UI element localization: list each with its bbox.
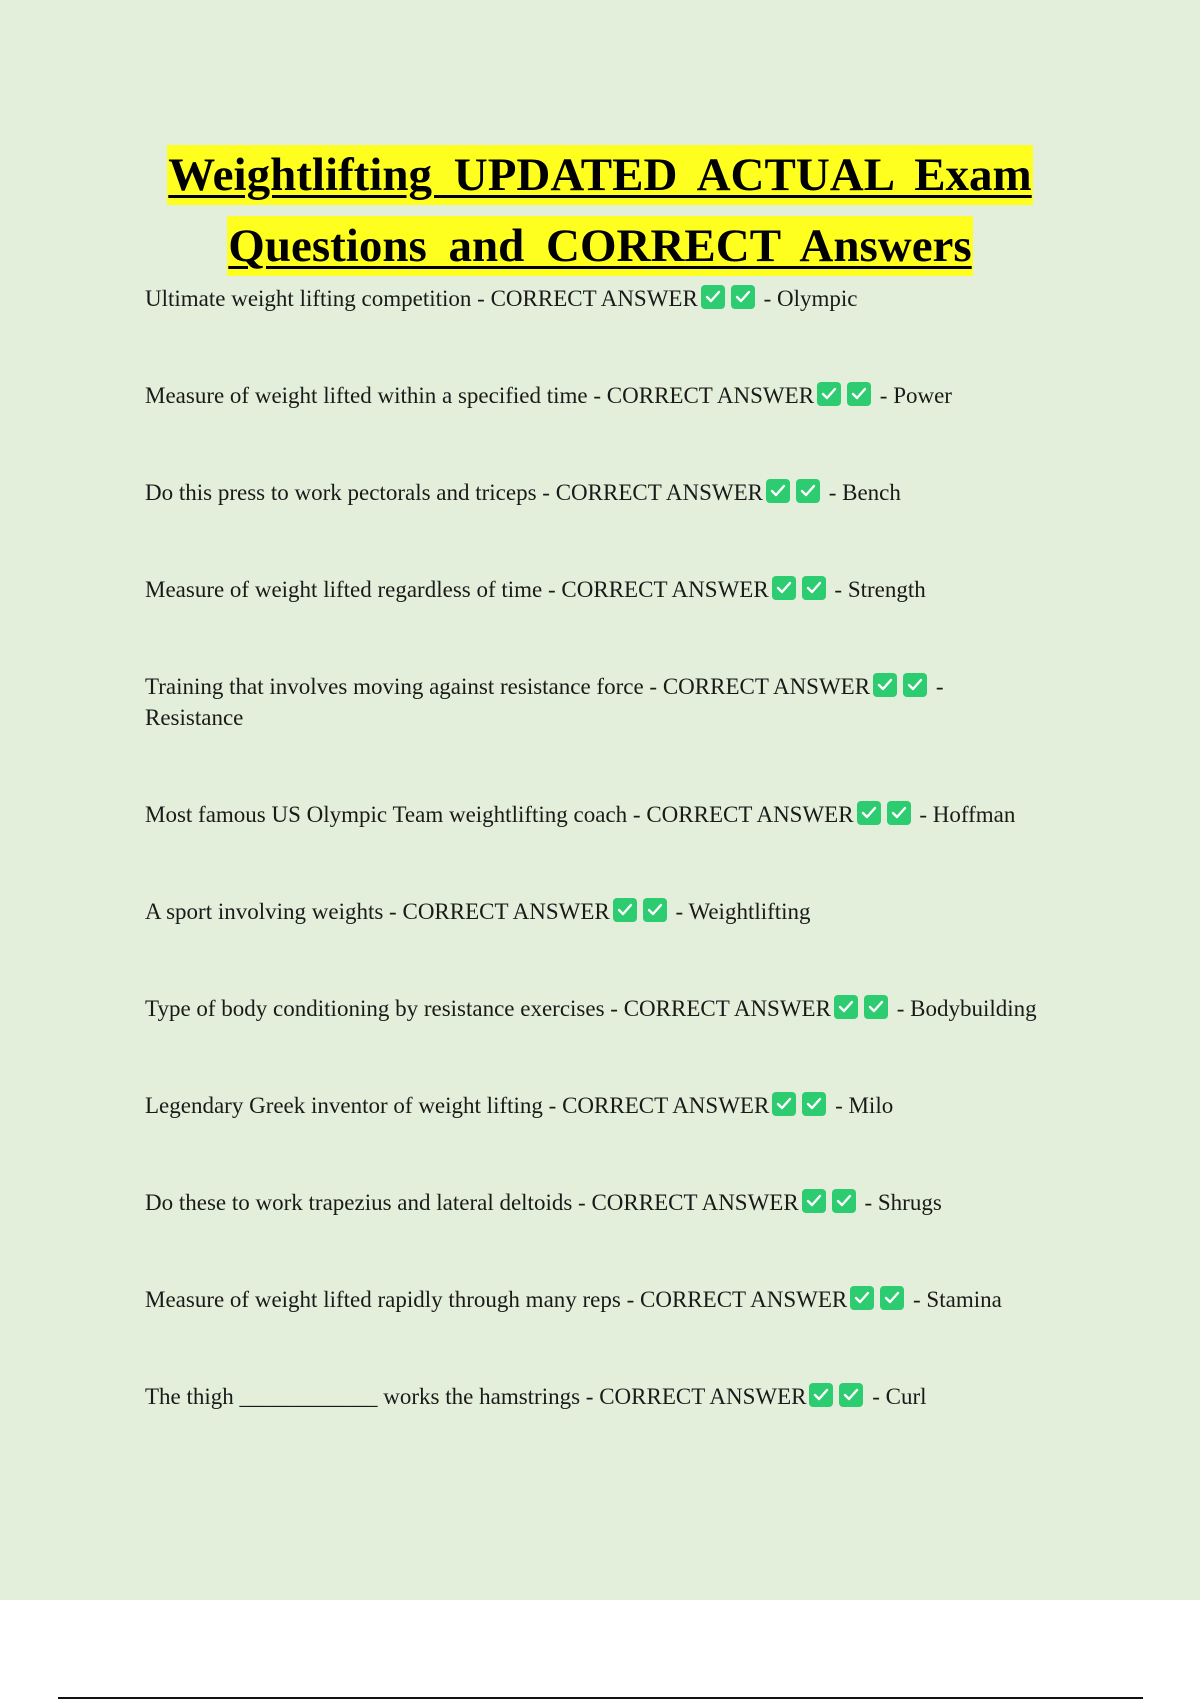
answer-marker: CORRECT ANSWER	[561, 577, 769, 602]
check-box-icon	[796, 479, 820, 503]
answer-text: - Olympic	[757, 286, 858, 311]
qa-item	[145, 671, 1005, 733]
question-text: The thigh ____________ works the hamstrings -	[145, 1384, 600, 1409]
answer-text: - Bodybuilding	[890, 996, 1037, 1021]
answer-marker: CORRECT ANSWER	[591, 1190, 799, 1215]
check-box-icon	[731, 285, 755, 309]
check-box-icon	[802, 576, 826, 600]
document-title	[0, 145, 1200, 287]
question-text: Legendary Greek inventor of weight lifting -	[145, 1093, 563, 1118]
check-box-icon	[839, 1383, 863, 1407]
check-box-icon	[643, 898, 667, 922]
question-answer-list	[145, 283, 1105, 1478]
check-box-icon	[766, 479, 790, 503]
qa-item	[145, 283, 1105, 314]
check-box-icon	[772, 576, 796, 600]
check-box-icon	[832, 1189, 856, 1213]
question-text: Measure of weight lifted rapidly through many reps -	[145, 1287, 641, 1312]
answer-text: - Shrugs	[858, 1190, 942, 1215]
question-text: Measure of weight lifted within a specified time -	[145, 383, 607, 408]
question-text: Measure of weight lifted regardless of time -	[145, 577, 562, 602]
answer-text: - Resistance	[145, 674, 944, 730]
qa-item	[145, 896, 1105, 927]
question-text: A sport involving weights -	[145, 899, 403, 924]
answer-marker: CORRECT ANSWER	[640, 1287, 848, 1312]
answer-marker: CORRECT ANSWER	[662, 674, 871, 699]
qa-item	[145, 1090, 1105, 1121]
answer-marker: CORRECT ANSWER	[555, 480, 763, 505]
question-text: Do these to work trapezius and lateral deltoids -	[145, 1190, 592, 1215]
check-box-icon	[887, 801, 911, 825]
check-box-icon	[834, 995, 858, 1019]
check-box-icon	[809, 1383, 833, 1407]
check-box-icon	[850, 1286, 874, 1310]
check-box-icon	[613, 898, 637, 922]
answer-text: - Stamina	[907, 1287, 1002, 1312]
answer-text: - Strength	[828, 577, 926, 602]
check-box-icon	[880, 1286, 904, 1310]
answer-text: - Curl	[866, 1384, 927, 1409]
check-box-icon	[802, 1092, 826, 1116]
answer-marker: CORRECT ANSWER	[562, 1093, 770, 1118]
check-box-icon	[701, 285, 725, 309]
answer-marker: CORRECT ANSWER	[402, 899, 610, 924]
answer-text: - Weightlifting	[669, 899, 811, 924]
title-line-2: Questions and CORRECT Answers	[227, 216, 972, 276]
check-box-icon	[772, 1092, 796, 1116]
answer-text: - Bench	[822, 480, 901, 505]
qa-item	[145, 1187, 1105, 1218]
question-text: Ultimate weight lifting competition -	[145, 286, 491, 311]
answer-marker: CORRECT ANSWER	[490, 286, 698, 311]
qa-item	[145, 1381, 1105, 1412]
answer-text: - Hoffman	[913, 802, 1016, 827]
answer-marker: CORRECT ANSWER	[646, 802, 854, 827]
check-box-icon	[847, 382, 871, 406]
question-text: Do this press to work pectorals and triceps -	[145, 480, 556, 505]
check-box-icon	[857, 801, 881, 825]
answer-marker: CORRECT ANSWER	[606, 383, 815, 408]
qa-item	[145, 477, 1105, 508]
footer-divider	[58, 1697, 1143, 1699]
check-box-icon	[873, 673, 897, 697]
qa-item	[145, 993, 1105, 1024]
question-text: Most famous US Olympic Team weightlifting coach -	[145, 802, 647, 827]
question-text: Training that involves moving against resistance force -	[145, 674, 663, 699]
check-box-icon	[802, 1189, 826, 1213]
answer-text: - Milo	[829, 1093, 894, 1118]
qa-item	[145, 380, 1105, 411]
check-box-icon	[903, 673, 927, 697]
question-text: Type of body conditioning by resistance exercises -	[145, 996, 624, 1021]
check-box-icon	[864, 995, 888, 1019]
qa-item	[145, 574, 1105, 605]
answer-marker: CORRECT ANSWER	[623, 996, 831, 1021]
answer-marker: CORRECT ANSWER	[599, 1384, 807, 1409]
qa-item	[145, 799, 1105, 830]
qa-item	[145, 1284, 1105, 1315]
title-line-1: Weightlifting UPDATED ACTUAL Exam	[167, 145, 1032, 205]
check-box-icon	[817, 382, 841, 406]
answer-text: - Power	[874, 383, 952, 408]
